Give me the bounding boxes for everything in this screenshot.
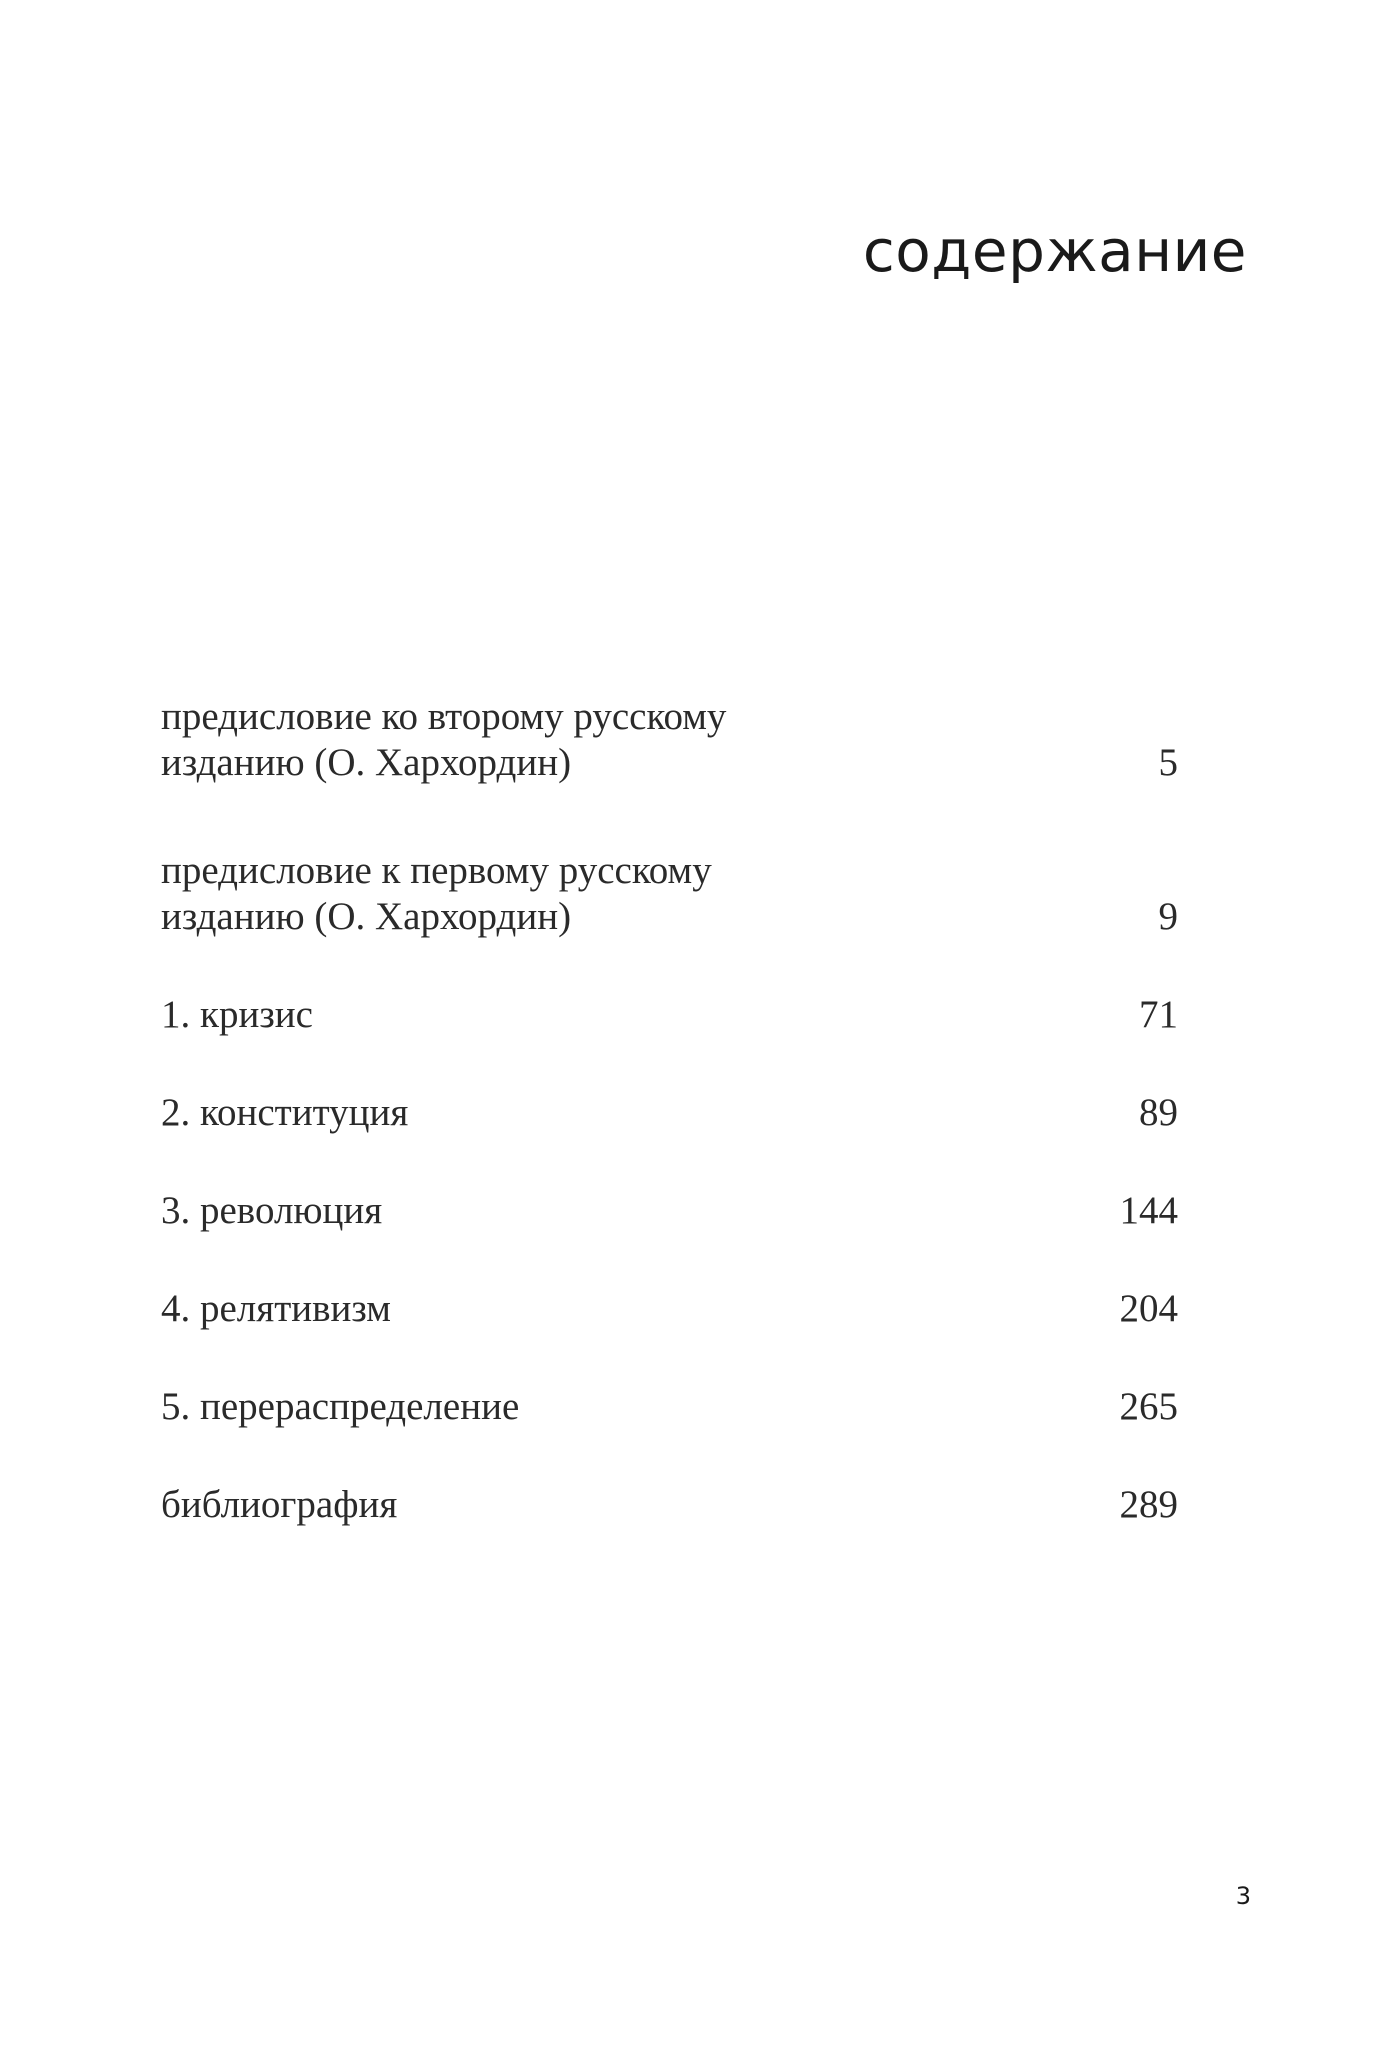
- toc-entry-preface-first[interactable]: [161, 838, 1178, 940]
- toc-entry-chapter-5[interactable]: [161, 1384, 1178, 1430]
- toc-entry-title: 5. перераспределение: [161, 1385, 520, 1428]
- toc-entry-page: 5: [1158, 741, 1178, 784]
- toc-entry-title: 4. релятивизм: [161, 1287, 391, 1330]
- toc-entry-title: 1. кризис: [161, 993, 313, 1036]
- toc-entry-page: 144: [1119, 1189, 1178, 1232]
- toc-entry-chapter-2[interactable]: [161, 1090, 1178, 1136]
- toc-entry-title: библиография: [161, 1483, 398, 1526]
- toc-entry-page: 204: [1119, 1287, 1178, 1330]
- toc-entry-page: 265: [1119, 1385, 1178, 1428]
- toc-list: [161, 684, 1178, 1528]
- toc-entry-title: 2. конституция: [161, 1091, 409, 1134]
- page-number: 3: [1235, 1882, 1251, 1910]
- toc-entry-title: 3. революция: [161, 1189, 383, 1232]
- toc-entry-chapter-1[interactable]: [161, 992, 1178, 1038]
- toc-entry-page: 9: [1158, 895, 1178, 938]
- toc-entry-title: предисловие ко второму русскому изданию (О. Хархордин): [161, 695, 727, 784]
- toc-entry-title: предисловие к первому русскому изданию (О. Хархордин): [161, 849, 712, 938]
- toc-title: содержание: [862, 217, 1247, 285]
- toc-entry-chapter-4[interactable]: [161, 1286, 1178, 1332]
- toc-entry-bibliography[interactable]: [161, 1482, 1178, 1528]
- toc-entry-page: 289: [1119, 1483, 1178, 1526]
- toc-entry-page: 89: [1139, 1091, 1178, 1134]
- toc-entry-chapter-3[interactable]: [161, 1188, 1178, 1234]
- toc-entry-page: 71: [1139, 993, 1178, 1036]
- toc-entry-preface-second[interactable]: [161, 684, 1178, 786]
